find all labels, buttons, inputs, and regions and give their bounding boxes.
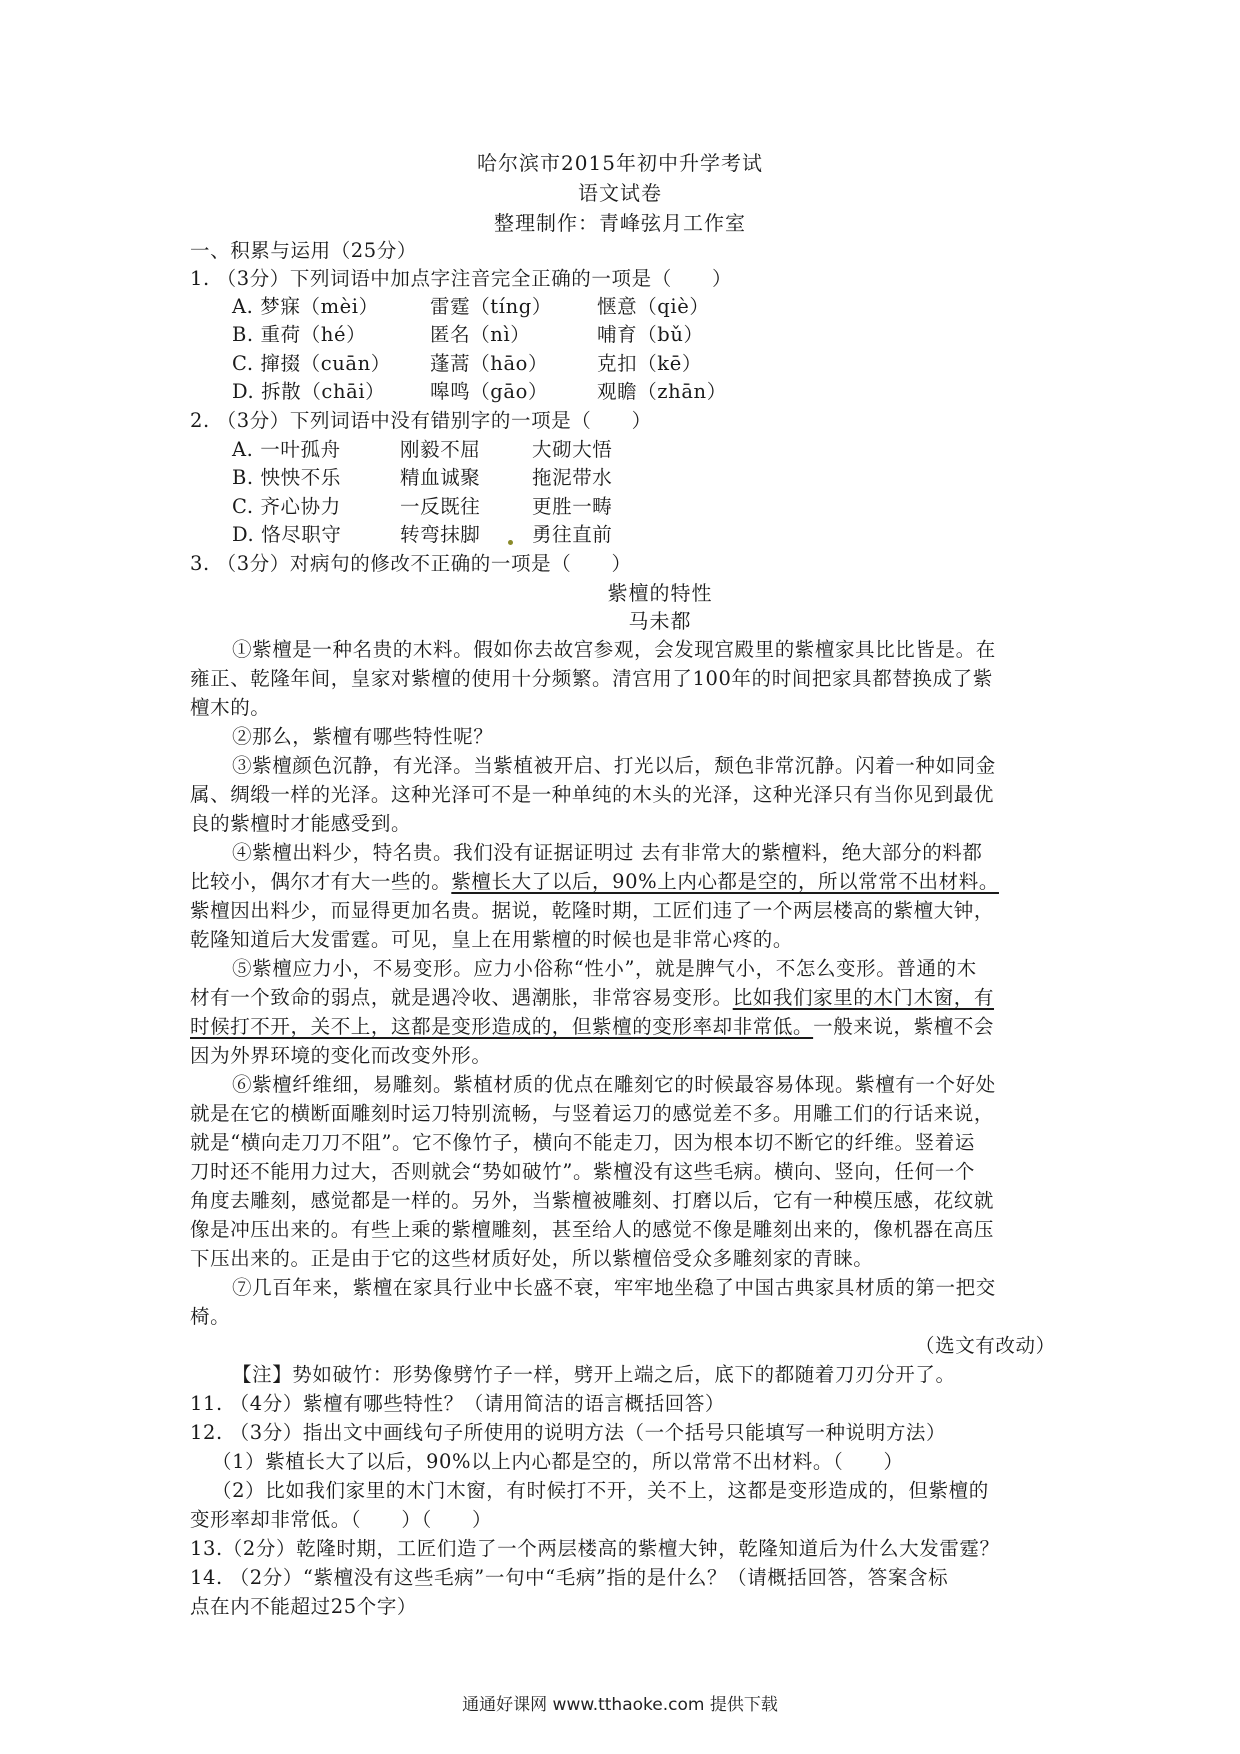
q2-option-b-3: 拖泥带水 bbox=[532, 466, 613, 489]
paragraph-1-line-2: 雍正、乾隆年间，皇家对紫檀的使用十分频繁。清宫用了100年的时间把家具都替换成了紫 bbox=[190, 667, 993, 690]
exam-subject: 语文试卷 bbox=[578, 181, 662, 205]
q1-option-b-2: 匿名（nì） bbox=[430, 323, 531, 346]
q1-option-a-1: A. 梦寐（mèi） bbox=[232, 295, 379, 318]
paragraph-5-text-2: 一般来说，紫檀不会 bbox=[813, 1015, 995, 1038]
paragraph-1-line-3: 檀木的。 bbox=[190, 696, 271, 719]
paragraph-6-line-6: 像是冲压出来的。有些上乘的紫檀雕刻，甚至给人的感觉不像是雕刻出来的，像机器在高压 bbox=[190, 1218, 995, 1241]
paragraph-6-line-5: 角度去雕刻，感觉都是一样的。另外，当紫檀被雕刻、打磨以后，它有一种模压感，花纹就 bbox=[190, 1189, 995, 1212]
q2-option-a-3: 大砌大悟 bbox=[532, 438, 613, 461]
paragraph-7-line-2: 椅。 bbox=[190, 1305, 231, 1328]
q2-option-d-1: D. 恪尽职守 bbox=[232, 523, 342, 546]
article-author: 马未都 bbox=[628, 609, 692, 633]
paragraph-5-line-4: 因为外界环境的变化而改变外形。 bbox=[190, 1044, 492, 1067]
footer-credit: 通通好课网 www.tthaoke.com 提供下载 bbox=[462, 1695, 778, 1715]
question-13: 13.（2分）乾隆时期，工匠们造了一个两层楼高的紫檀大钟，乾隆知道后为什么大发雷霆？ bbox=[190, 1537, 1000, 1560]
paragraph-4-line-3: 紫檀因出料少，而显得更加名贵。据说，乾隆时期，工匠们违了一个两层楼高的紫檀大钟， bbox=[190, 899, 995, 922]
paragraph-6-line-4: 刀时还不能用力过大，否则就会“势如破竹”。紫檀没有这些毛病。横向、竖向，任何一个 bbox=[190, 1160, 975, 1183]
paragraph-3-line-2: 属、绸缎一样的光泽。这种光泽可不是一种单纯的木头的光泽，这种光泽只有当你见到最优 bbox=[190, 783, 995, 806]
q2-option-c-3: 更胜一畴 bbox=[532, 495, 613, 518]
question-2-stem: 2. （3分）下列词语中没有错别字的一项是（ ） bbox=[190, 409, 652, 432]
q1-option-c-1: C. 撺掇（cuān） bbox=[232, 352, 391, 375]
q1-option-b-1: B. 重荷（hé） bbox=[232, 323, 367, 346]
question-12-part-2-line-1: （2）比如我们家里的木门木窗，有时候打不开，关不上，这都是变形造成的，但紫檀的 bbox=[212, 1479, 989, 1502]
q2-option-b-1: B. 怏怏不乐 bbox=[232, 466, 341, 489]
paragraph-3-line-1: ③紫檀颜色沉静，有光泽。当紫植被开启、打光以后，颓色非常沉静。闪着一种如同金 bbox=[232, 754, 996, 777]
question-11: 11. （4分）紫檀有哪些特性？（请用简洁的语言概括回答） bbox=[190, 1392, 726, 1415]
paragraph-4-line-2 bbox=[190, 868, 999, 896]
section-heading: 一、积累与运用（25分） bbox=[190, 239, 418, 262]
source-note: （选文有改动） bbox=[915, 1334, 1056, 1357]
question-3-stem: 3. （3分）对病句的修改不正确的一项是（ ） bbox=[190, 552, 632, 575]
paragraph-2: ②那么，紫檀有哪些特性呢？ bbox=[232, 725, 494, 748]
q1-option-d-3: 观瞻（zhān） bbox=[597, 380, 727, 403]
q2-option-a-2: 刚毅不屈 bbox=[400, 438, 481, 461]
q1-option-d-2: 嗥鸣（gāo） bbox=[430, 380, 549, 403]
paragraph-4-line-4: 乾隆知道后大发雷霆。可见，皇上在用紫檀的时候也是非常心疼的。 bbox=[190, 928, 794, 951]
paragraph-5-text: 材有一个致命的弱点，就是遇冷收、遇潮胀，非常容易变形。 bbox=[190, 986, 733, 1009]
underlined-sentence-2-part-1: 比如我们家里的木门木窗，有 bbox=[732, 986, 995, 1009]
q1-option-b-3: 哺育（bǔ） bbox=[597, 323, 704, 346]
paragraph-4-text: 比较小，偶尔才有大一些的。 bbox=[190, 870, 452, 893]
q2-option-d-2: 转弯抹脚 bbox=[400, 523, 481, 546]
exam-title: 哈尔滨市2015年初中升学考试 bbox=[477, 151, 763, 175]
question-1-stem: 1. （3分）下列词语中加点字注音完全正确的一项是（ ） bbox=[190, 267, 733, 290]
stray-mark bbox=[508, 540, 513, 545]
q1-option-d-1: D. 拆散（chāi） bbox=[232, 380, 386, 403]
q2-option-c-2: 一反既往 bbox=[400, 495, 481, 518]
q2-option-d-3: 勇往直前 bbox=[532, 523, 613, 546]
question-12: 12. （3分）指出文中画线句子所使用的说明方法（一个括号只能填写一种说明方法） bbox=[190, 1421, 947, 1444]
underlined-sentence-1: 紫檀长大了以后，90%上内心都是空的，所以常常不出材料。 bbox=[451, 870, 999, 893]
exam-maker: 整理制作：青峰弦月工作室 bbox=[494, 211, 746, 235]
underlined-sentence-2-part-2: 时候打不开，关不上，这都是变形造成的，但紫檀的变形率却非常低。 bbox=[190, 1015, 814, 1038]
paragraph-7-line-1: ⑦几百年来，紫檀在家具行业中长盛不衰，牢牢地坐稳了中国古典家具材质的第一把交 bbox=[232, 1276, 996, 1299]
question-12-part-1: （1）紫植长大了以后，90%以上内心都是空的，所以常常不出材料。（ ） bbox=[212, 1450, 904, 1473]
paragraph-5-line-2 bbox=[190, 984, 994, 1012]
q1-option-a-2: 雷霆（tíng） bbox=[430, 295, 552, 318]
question-14-line-2: 点在内不能超过25个字） bbox=[190, 1595, 418, 1618]
q1-option-c-3: 克扣（kē） bbox=[597, 352, 702, 375]
paragraph-1-line-1: ①紫檀是一种名贵的木料。假如你去故宫参观，会发现宫殿里的紫檀家具比比皆是。在 bbox=[232, 638, 996, 661]
question-14-line-1: 14. （2分）“紫檀没有这些毛病”一句中“毛病”指的是什么？（请概括回答，答案含标 bbox=[190, 1566, 949, 1589]
paragraph-5-line-3 bbox=[190, 1013, 994, 1041]
annotation-note: 【注】势如破竹：形势像劈竹子一样，劈开上端之后，底下的都随着刀刃分开了。 bbox=[232, 1363, 956, 1386]
paragraph-6-line-1: ⑥紫檀纤维细，易雕刻。紫植材质的优点在雕刻它的时候最容易体现。紫檀有一个好处 bbox=[232, 1073, 996, 1096]
q2-option-c-1: C. 齐心协力 bbox=[232, 495, 341, 518]
paragraph-5-line-1: ⑤紫檀应力小，不易变形。应力小俗称“性小”，就是脾气小，不怎么变形。普通的木 bbox=[232, 957, 977, 980]
q2-option-a-1: A. 一叶孤舟 bbox=[232, 438, 341, 461]
q2-option-b-2: 精血诚聚 bbox=[400, 466, 481, 489]
paragraph-6-line-7: 下压出来的。正是由于它的这些材质好处，所以紫檀倍受众多雕刻家的青睐。 bbox=[190, 1247, 874, 1270]
article-title: 紫檀的特性 bbox=[607, 581, 713, 605]
paragraph-6-line-2: 就是在它的横断面雕刻时运刀特别流畅，与竖着运刀的感觉差不多。用雕工们的行话来说， bbox=[190, 1102, 995, 1125]
paragraph-6-line-3: 就是“横向走刀刀不阻”。它不像竹子，横向不能走刀，因为根本切不断它的纤维。竖着运 bbox=[190, 1131, 975, 1154]
q1-option-c-2: 蓬蒿（hāo） bbox=[430, 352, 549, 375]
paragraph-3-line-3: 良的紫檀时才能感受到。 bbox=[190, 812, 412, 835]
question-12-part-2-line-2: 变形率却非常低。（ ）（ ） bbox=[190, 1508, 493, 1531]
paragraph-4-line-1: ④紫檀出料少，特名贵。我们没有证据证明过 去有非常大的紫檀料，绝大部分的料都 bbox=[232, 841, 983, 864]
q1-option-a-3: 惬意（qiè） bbox=[597, 295, 710, 318]
